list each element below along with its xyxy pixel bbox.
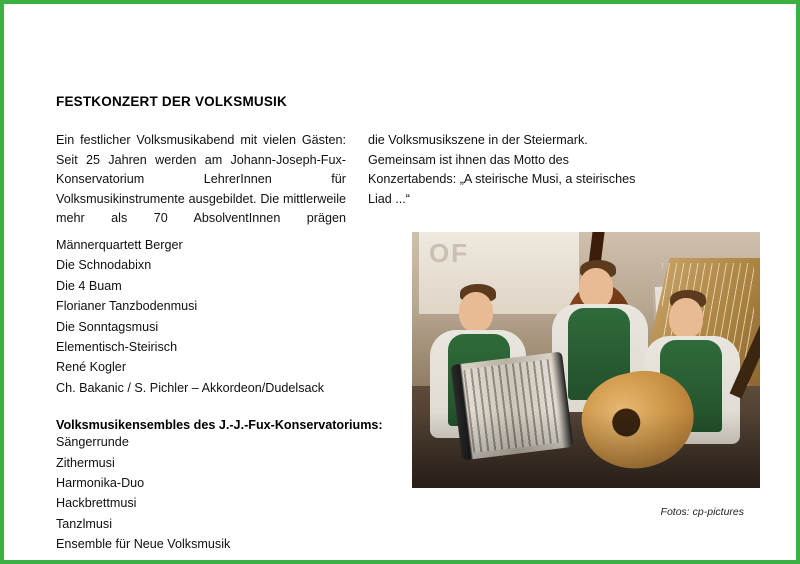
photo-projection-screen: [419, 232, 579, 314]
ensembles-heading: Volksmusikensembles des J.-J.-Fux-Konservatoriums:: [56, 418, 383, 433]
intro-column-left: Ein festlicher Volksmusikabend mit vielen Gästen: Seit 25 Jahren werden am Johann-Joseph-Fux-Konservatorium LehrerInnen für Volksmusikinstrumente ausgebildet. Die mittlerweile mehr als 70 AbsolventInnen prägen: [56, 133, 346, 226]
list-item: Elementisch-Steirisch: [56, 339, 178, 354]
list-item: Die Sonntagsmusi: [56, 319, 159, 334]
intro-column-right: die Volksmusikszene in der Steiermark. Gemeinsam ist ihnen das Motto des Konzertabends: „A steirische Musi, a steirisches Liad ...“: [368, 133, 636, 206]
performer-list: [56, 235, 396, 398]
photo-vignette: [412, 411, 760, 488]
list-item: Tanzlmusi: [56, 516, 112, 531]
page-title: FESTKONZERT DER VOLKSMUSIK: [56, 94, 287, 109]
concert-photo: [412, 232, 760, 488]
list-item: René Kogler: [56, 360, 127, 375]
list-item: Zithermusi: [56, 455, 115, 470]
musician-head: [579, 268, 613, 308]
intro-text-block: [56, 131, 658, 226]
list-item: Harmonika-Duo: [56, 475, 145, 490]
musician-head: [669, 298, 703, 338]
musician-head: [459, 292, 493, 332]
list-item: Sängerrunde: [56, 435, 129, 450]
list-item: Die Schnodabixn: [56, 258, 152, 273]
photo-screen-text: OF: [428, 238, 470, 268]
list-item: Ensemble für Neue Volksmusik: [56, 537, 231, 552]
list-item: Die 4 Buam: [56, 278, 122, 293]
list-item: Hackbrettmusi: [56, 496, 137, 511]
photo-credit: Fotos: cp-pictures: [660, 506, 744, 518]
list-item: Florianer Tanzbodenmusi: [56, 299, 198, 314]
list-item: Männerquartett Berger: [56, 238, 183, 252]
list-item: Ch. Bakanic / S. Pichler – Akkordeon/Dudelsack: [56, 380, 325, 395]
